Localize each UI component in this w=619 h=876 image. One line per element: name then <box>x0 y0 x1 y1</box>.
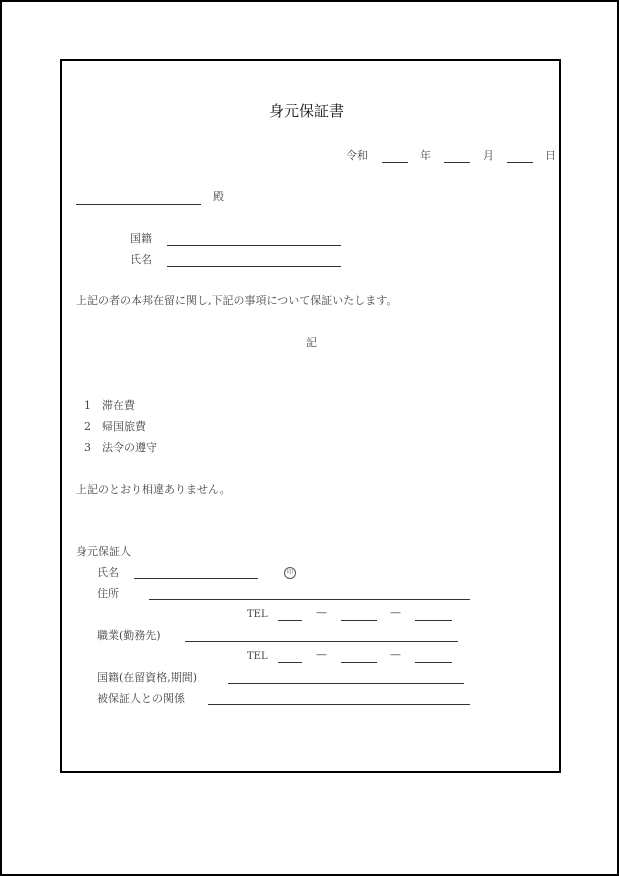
ki-heading: 記 <box>306 336 317 349</box>
subject-nationality-label: 国籍 <box>130 232 152 245</box>
item-text: 帰国旅費 <box>102 420 146 433</box>
guarantor-relation-label: 被保証人との関係 <box>97 692 185 705</box>
item-text: 法令の遵守 <box>102 441 157 454</box>
tel-dash: — <box>316 648 327 661</box>
date-year-label: 年 <box>420 149 431 162</box>
tel-field-2[interactable] <box>341 620 377 621</box>
addressee-suffix: 殿 <box>213 190 224 203</box>
date-era: 令和 <box>346 149 368 162</box>
guarantor-nationality-field[interactable] <box>228 683 464 684</box>
tel-field-3[interactable] <box>415 620 452 621</box>
closing-text: 上記のとおり相違ありません。 <box>76 483 231 496</box>
tel-dash: — <box>390 648 401 661</box>
subject-name-label: 氏名 <box>130 253 152 266</box>
guarantor-name-field[interactable] <box>134 578 258 579</box>
addressee-field[interactable] <box>76 204 201 205</box>
date-day-label: 日 <box>545 149 556 162</box>
guarantor-address-label: 住所 <box>97 587 119 600</box>
tel-field-3[interactable] <box>415 662 452 663</box>
tel-dash: — <box>390 606 401 619</box>
guarantor-heading: 身元保証人 <box>76 545 131 558</box>
item-number: 2 <box>84 420 91 433</box>
date-month-label: 月 <box>483 149 494 162</box>
guarantor-occupation-label: 職業(勤務先) <box>97 629 161 642</box>
date-year-field[interactable] <box>382 162 408 163</box>
guarantor-occupation-field[interactable] <box>185 641 458 642</box>
seal-mark: 印 <box>284 567 296 579</box>
subject-nationality-field[interactable] <box>167 245 341 246</box>
tel-field-2[interactable] <box>341 662 377 663</box>
guarantor-nationality-label: 国籍(在留資格,期間) <box>97 671 198 684</box>
item-text: 滞在費 <box>102 399 135 412</box>
guarantor-address-field[interactable] <box>149 599 470 600</box>
document-title: 身元保証書 <box>269 102 345 120</box>
tel-field-1[interactable] <box>278 620 302 621</box>
tel-field-1[interactable] <box>278 662 302 663</box>
tel-dash: — <box>316 606 327 619</box>
date-day-field[interactable] <box>507 162 533 163</box>
document-sheet <box>60 59 561 773</box>
item-number: 3 <box>84 441 91 454</box>
date-month-field[interactable] <box>444 162 470 163</box>
guarantor-name-label: 氏名 <box>97 566 119 579</box>
statement-text: 上記の者の本邦在留に関し,下記の事項について保証いたします。 <box>76 294 398 307</box>
tel-label: TEL <box>247 651 268 662</box>
subject-name-field[interactable] <box>167 266 341 267</box>
item-number: 1 <box>84 399 91 412</box>
tel-label: TEL <box>247 609 268 620</box>
guarantor-relation-field[interactable] <box>208 704 470 705</box>
